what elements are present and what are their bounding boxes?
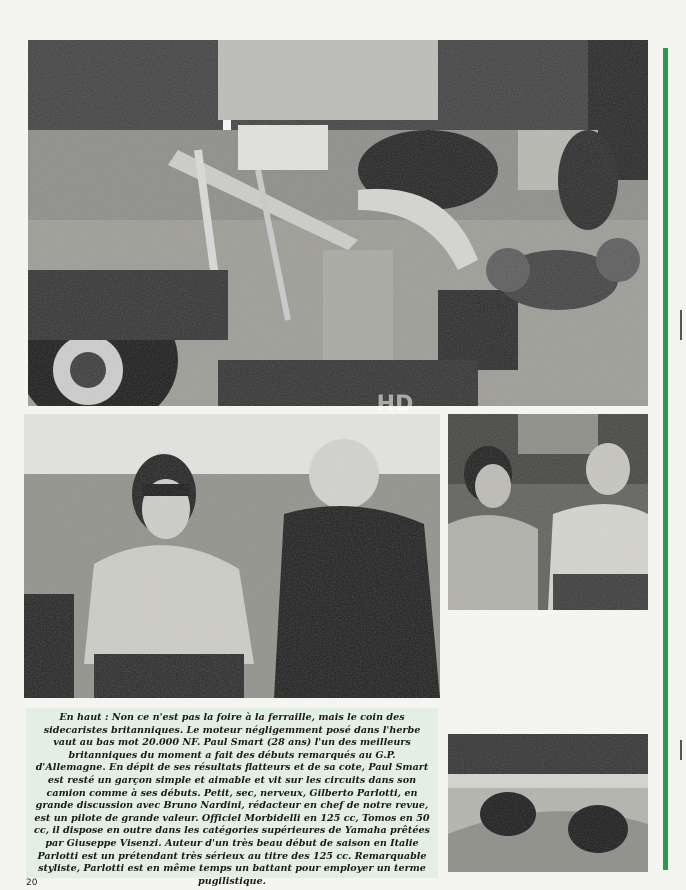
watermark	[360, 378, 430, 438]
photo-racing-riders	[448, 734, 648, 872]
scan-edge-mark	[680, 740, 682, 760]
photo-sidecar-paddock	[28, 40, 648, 406]
scan-edge-mark	[680, 310, 682, 340]
caption-text: En haut : Non ce n'est pas la foire à la ferraille, mais le coin des sidecaristes britanniques. Le moteur négligemment posé dans l'herbe vaut au bas mot 20.000 NF. Paul Smart (28 ans) l'un des meilleurs britanniques du moment a fait des débuts remarqués au G.P. d'Allemagne. En dépit de ses résultats flatteurs et de sa cote, Paul Smart est resté un garçon simple et aimable et vit sur les circuits dans son camion comme à ses débuts. Petit, sec, nerveux, Gilberto Parlotti, en grande discussion avec Bruno Nardini, rédacteur en chef de notre revue, est un pilote de grande valeur. Officiel Morbidelli en 125 cc, Tomos en 50 cc, il dispose en outre dans les catégories supérieures de Yamaha prêtées par Giuseppe Visenzi. Auteur d'un très beau début de saison en Italie Parlotti est un prétendant très sérieux au titre des 125 cc. Remarquable styliste, Parlotti est en même temps un battant pour employer un terme pugilistique.	[34, 712, 430, 887]
photo-paul-smart	[24, 414, 440, 698]
watermark-label: HD	[376, 392, 414, 417]
photo-parlotti-nardini	[448, 414, 648, 610]
caption-box	[26, 708, 438, 887]
green-vertical-rule	[663, 48, 668, 870]
page-number: 20	[26, 878, 38, 888]
